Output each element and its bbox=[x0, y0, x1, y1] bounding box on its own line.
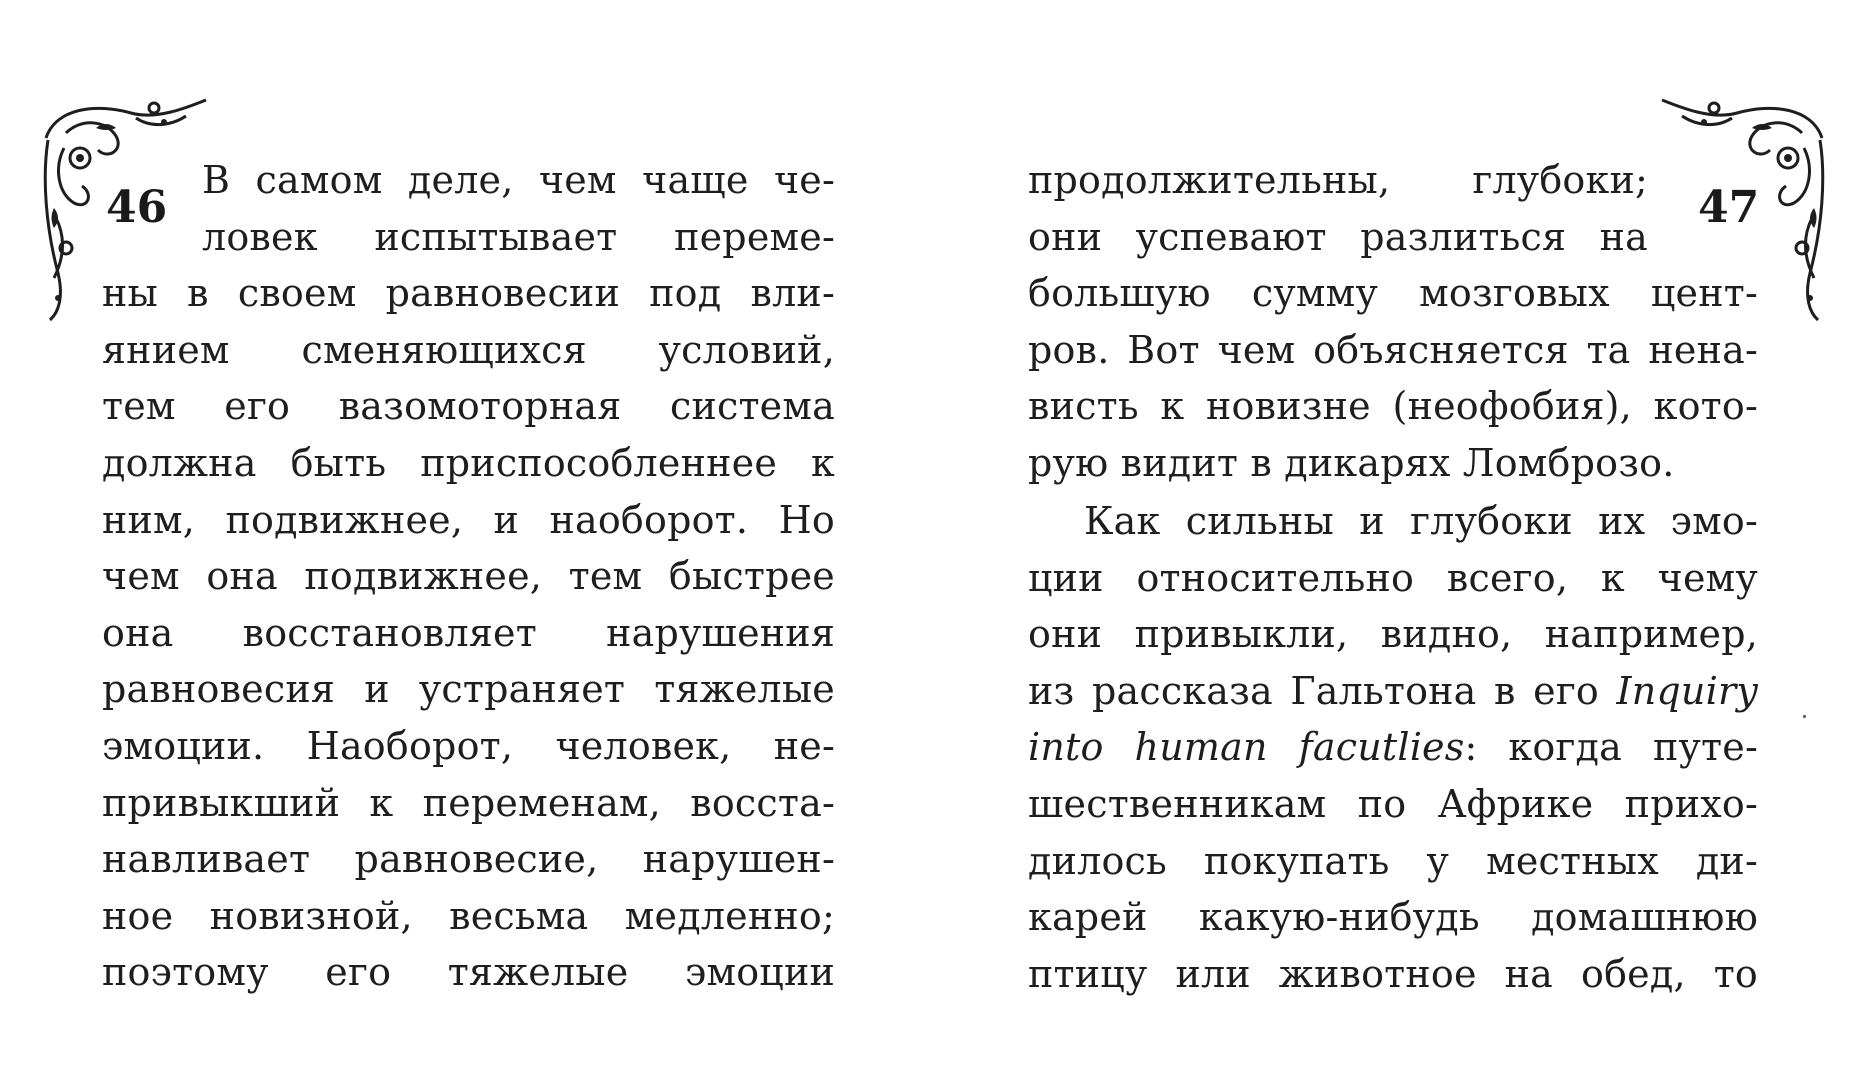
text-line: висть к новизне (неофобия), кото- bbox=[1028, 384, 1758, 429]
text-line: она восстановляет нарушения bbox=[102, 610, 835, 655]
text-line: янием сменяющихся условий, bbox=[102, 327, 835, 372]
text-line: они привыкли, видно, например, bbox=[1028, 612, 1758, 657]
italic-title: into human facutlies bbox=[1028, 725, 1465, 770]
text-line: дилось покупать у местных ди- bbox=[1028, 838, 1758, 883]
text-line: привыкший к переменам, восста- bbox=[102, 780, 835, 825]
right-page-paragraph bbox=[1028, 493, 1758, 1002]
text-line: рую видит в дикарях Ломброзо. bbox=[1028, 440, 1675, 485]
text-line: эмоции. Наоборот, человек, не- bbox=[102, 723, 835, 768]
text-line: большую сумму мозговых цент- bbox=[1028, 271, 1758, 315]
left-page-text bbox=[102, 152, 835, 1001]
page-number: 46 bbox=[106, 182, 168, 233]
right-page-text bbox=[1028, 265, 1758, 491]
text-line: они успевают разлиться на bbox=[1028, 214, 1648, 259]
text-line: равновесия и устраняет тяжелые bbox=[102, 667, 835, 712]
text-line: Как сильны и глубоки их эмо- bbox=[1084, 499, 1758, 543]
text-line: поэтому его тяжелые эмоции bbox=[102, 950, 835, 995]
text-line: карей какую-нибудь домашнюю bbox=[1028, 895, 1758, 940]
text-line: ним, подвижнее, и наоборот. Но bbox=[102, 497, 835, 542]
right-page-text-top bbox=[1028, 152, 1648, 265]
text-line: птицу или животное на обед, то bbox=[1028, 951, 1758, 996]
print-speck bbox=[1803, 715, 1806, 718]
text-line: шественникам по Африке прихо- bbox=[1028, 781, 1758, 826]
text-segment: : когда путе- bbox=[1464, 725, 1758, 770]
text-line: ции относительно всего, к чему bbox=[1028, 555, 1758, 600]
text-line: ное новизной, весьма медленно; bbox=[102, 893, 835, 938]
text-line: ловек испытывает переме- bbox=[202, 214, 835, 259]
text-line: продолжительны, глубоки; bbox=[1028, 158, 1648, 202]
text-line: тем его вазомоторная система bbox=[102, 384, 835, 429]
text-line: ров. Вот чем объясняется та нена- bbox=[1028, 327, 1758, 372]
text-line: чем она подвижнее, тем быстрее bbox=[102, 554, 835, 599]
text-line: должна быть приспособленнее к bbox=[102, 440, 835, 485]
text-line: ны в своем равновесии под вли- bbox=[102, 271, 835, 316]
text-line: В самом деле, чем чаще че- bbox=[202, 158, 835, 202]
text-line bbox=[1028, 663, 1758, 720]
text-segment: из рассказа Гальтона в его bbox=[1028, 668, 1617, 713]
italic-title: Inquiry bbox=[1616, 668, 1758, 713]
text-line: навливает равновесие, нарушен- bbox=[102, 837, 835, 882]
page-number: 47 bbox=[1698, 182, 1760, 233]
text-line bbox=[1028, 719, 1758, 776]
